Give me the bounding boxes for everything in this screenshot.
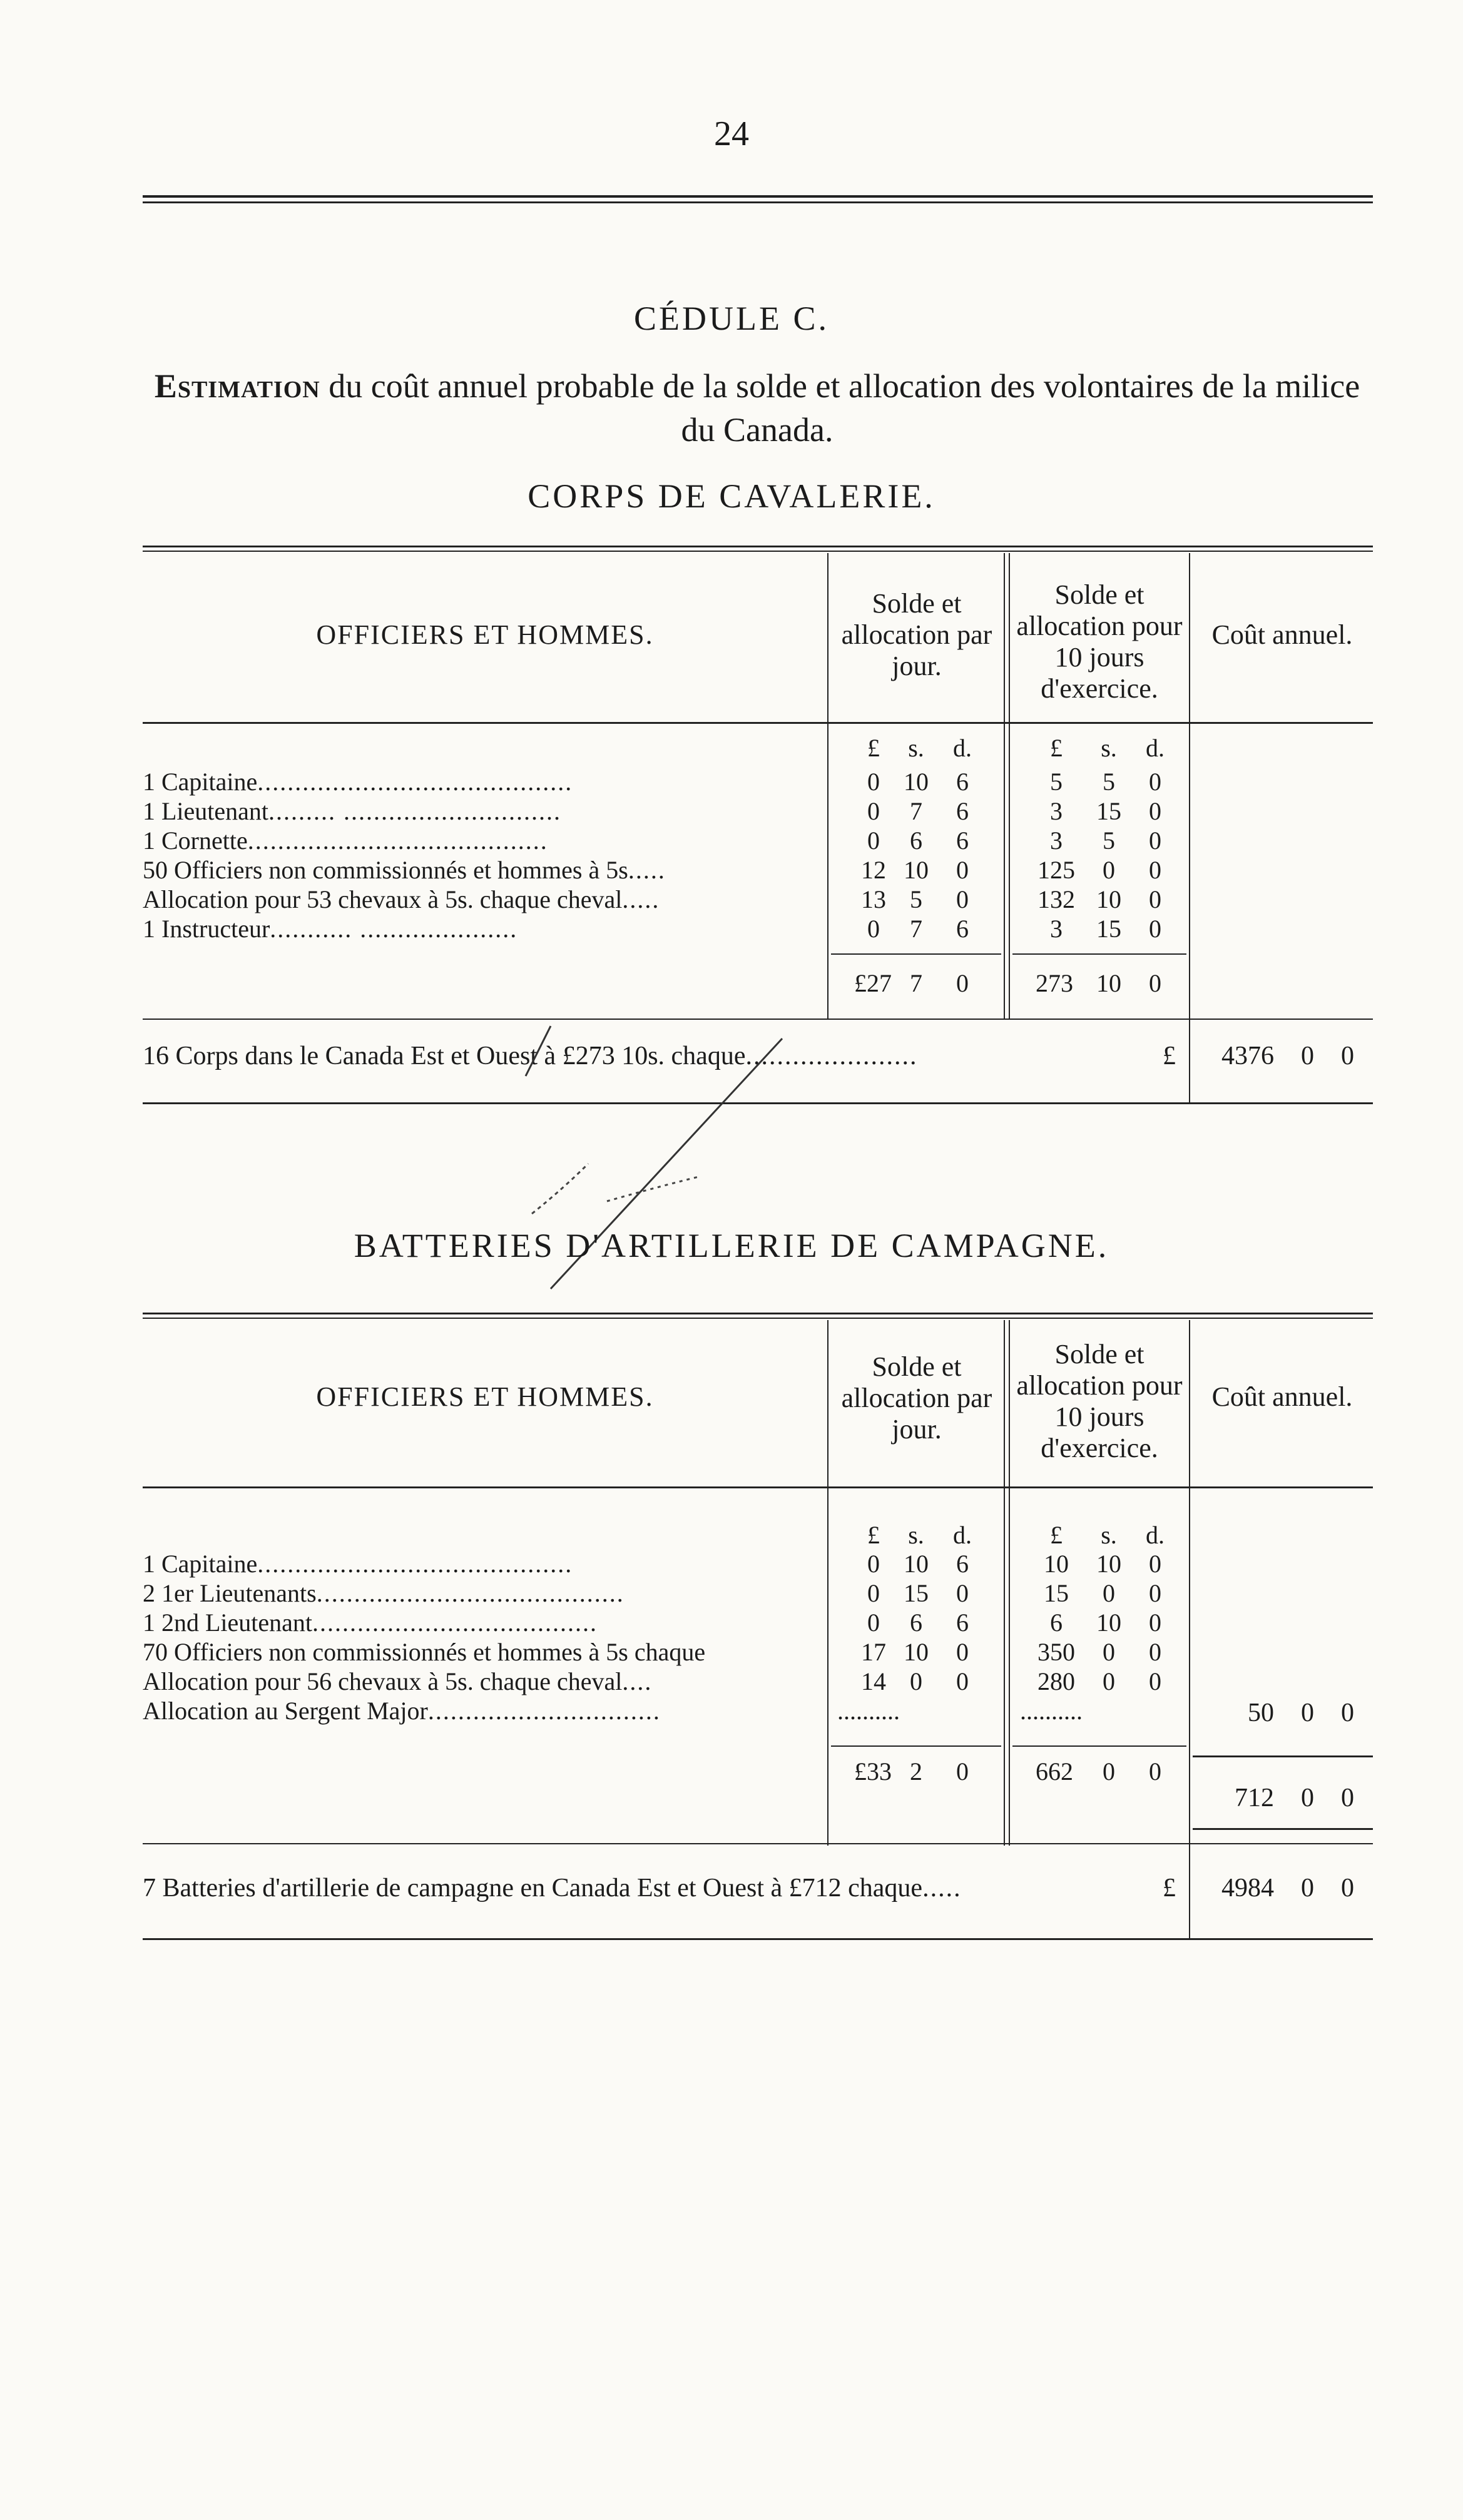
cell-shillings: 7 [910, 797, 922, 825]
leader-dots: ......... ............................. [268, 797, 562, 825]
unit-pence: d. [953, 734, 972, 762]
cavalry-header-rule [143, 722, 1373, 724]
row-label: Allocation pour 53 chevaux à 5s. chaque cheval [143, 885, 623, 913]
artillery-col-divider [1189, 1320, 1190, 1939]
cell-pounds: 0 [867, 768, 880, 796]
unit-shillings: s. [908, 734, 924, 762]
cavalry-total-label: 16 Corps dans le Canada Est et Ouest à £273 10s. chaque [143, 1042, 746, 1070]
cell-pounds: 273 [1036, 969, 1073, 997]
cell-pounds: 0 [867, 1579, 880, 1607]
cell-pence: 0 [956, 1638, 969, 1666]
table-row-label [143, 914, 825, 944]
cell-pounds: 3 [1050, 797, 1063, 825]
row-label: 50 Officiers non commissionnés et hommes à 5s [143, 856, 628, 884]
leader-dots: ..... [628, 856, 666, 884]
cost-pence: 0 [1341, 1042, 1354, 1070]
artillery-col-divider [827, 1320, 828, 1846]
cell-pounds: 280 [1037, 1667, 1075, 1695]
cell-pence: 0 [1149, 856, 1161, 884]
artillery-rule-top-thin [143, 1318, 1373, 1319]
cell-shillings: 2 [910, 1757, 922, 1786]
cell-pounds: 10 [1044, 1550, 1069, 1578]
table-row-label [143, 1578, 825, 1608]
cell-pence: 6 [956, 1550, 969, 1578]
artillery-cost-subtotal-rule [1193, 1755, 1373, 1757]
cavalry-total-currency: £ [1163, 1042, 1176, 1070]
cell-shillings: 10 [1096, 969, 1121, 997]
page-number: 24 [714, 114, 749, 153]
artillery-rule-top [143, 1313, 1373, 1314]
table-row-label [143, 855, 825, 885]
cell-pence: 0 [956, 856, 969, 884]
cell-pounds: 0 [867, 797, 880, 825]
cell-pence: 0 [1149, 1608, 1161, 1637]
cell-shillings: 10 [904, 1550, 929, 1578]
cavalry-title: CORPS DE CAVALERIE. [528, 477, 935, 515]
leader-dots: .... [622, 1667, 653, 1695]
cell-shillings: 0 [910, 1667, 922, 1695]
top-rule [143, 195, 1373, 198]
leader-dots: ...................... [745, 1042, 918, 1070]
row-label: Allocation pour 56 chevaux à 5s. chaque cheval [143, 1667, 623, 1695]
row-label: 70 Officiers non commissionnés et hommes à 5s chaque [143, 1638, 706, 1666]
row-label: 2 1er Lieutenants [143, 1579, 317, 1607]
cell-pence: 0 [1149, 969, 1161, 997]
cell-pence: 6 [956, 797, 969, 825]
cell-pence: 6 [956, 826, 969, 855]
cell-shillings: 10 [1096, 885, 1121, 913]
row-label: 1 Instructeur [143, 915, 270, 943]
row-label: 1 Capitaine [143, 1550, 258, 1578]
table-row-label [143, 1637, 825, 1667]
cavalry-header-officers: OFFICIERS ET HOMMES. [316, 619, 654, 650]
unit-pounds: £ [1050, 1521, 1063, 1549]
cost-pounds: 50 [1248, 1699, 1274, 1727]
cell-shillings: 0 [1103, 1667, 1115, 1695]
cell-pounds: 3 [1050, 826, 1063, 855]
unit-shillings: s. [908, 1521, 924, 1549]
cost-shillings: 0 [1301, 1784, 1314, 1812]
cell-shillings: 10 [1096, 1608, 1121, 1637]
cell-pence: 0 [956, 1579, 969, 1607]
cell-pounds: 125 [1037, 856, 1075, 884]
artillery-col-divider [1009, 1320, 1010, 1846]
leader-dots: ..... [622, 885, 660, 913]
unit-pounds: £ [1050, 734, 1063, 762]
cost-shillings: 0 [1301, 1042, 1314, 1070]
leader-dots: ..... [922, 1874, 962, 1903]
artillery-col-divider [1004, 1320, 1005, 1846]
row-label: 1 Cornette [143, 826, 248, 855]
cell-shillings: 5 [910, 885, 922, 913]
artillery-header-annual: Coût annuel. [1211, 1381, 1353, 1412]
cell-pounds: .......... [1020, 1697, 1083, 1725]
cell-shillings: 10 [904, 768, 929, 796]
leader-dots: ........................................ [247, 826, 548, 855]
cavalry-header-annual: Coût annuel. [1211, 619, 1353, 650]
cell-pounds: 15 [1044, 1579, 1069, 1607]
table-row-label [143, 885, 825, 915]
artillery-bottom-rule [143, 1938, 1373, 1940]
cell-pounds: 17 [861, 1638, 886, 1666]
cell-pounds: 13 [861, 885, 886, 913]
cost-pounds: 4984 [1221, 1874, 1274, 1903]
table-row-label [143, 1667, 825, 1697]
cell-pounds: 0 [867, 826, 880, 855]
cell-pounds: 0 [867, 915, 880, 943]
intro-text: du coût annuel probable de la solde et allocation des volontaires de la milice du Canada. [329, 367, 1360, 449]
artillery-cost-rule [1193, 1828, 1373, 1830]
leader-dots: .......................................... [257, 1550, 573, 1578]
cell-pence: 0 [1149, 1579, 1161, 1607]
artillery-total-currency: £ [1163, 1874, 1176, 1903]
artillery-total-cost [0, 1872, 1463, 1904]
cavalry-header-ten-days: Solde et allocation pour 10 jours d'exercice. [1016, 579, 1183, 704]
row-label: 1 2nd Lieutenant [143, 1608, 313, 1637]
cell-pence: 0 [1149, 1667, 1161, 1695]
cost-pounds: 4376 [1221, 1042, 1274, 1070]
cell-pounds: 14 [861, 1667, 886, 1695]
unit-pence: d. [953, 1521, 972, 1549]
cavalry-subtotal-rule [1012, 953, 1186, 955]
table-row-label [143, 1608, 825, 1638]
cell-shillings: 15 [904, 1579, 929, 1607]
table-row-label [143, 767, 825, 797]
artillery-total-label: 7 Batteries d'artillerie de campagne en Canada Est et Ouest à £712 chaque [143, 1874, 923, 1903]
artillery-subtotal-cost [0, 1782, 1463, 1814]
cell-shillings: 0 [1103, 856, 1115, 884]
cell-pence: 0 [1149, 885, 1161, 913]
row-label: 1 Capitaine [143, 768, 258, 796]
cell-shillings: 0 [1103, 1638, 1115, 1666]
cell-shillings: 15 [1096, 915, 1121, 943]
unit-pence: d. [1146, 734, 1165, 762]
cell-pence: 0 [956, 969, 969, 997]
cell-pence: 0 [1149, 797, 1161, 825]
cell-shillings: 5 [1103, 826, 1115, 855]
cell-shillings: 6 [910, 826, 922, 855]
artillery-subtotal-rule [831, 1745, 1001, 1747]
leader-dots: ............................... [427, 1697, 661, 1725]
cell-pounds: £33 [854, 1757, 892, 1786]
cavalry-col-divider [1009, 553, 1010, 1020]
artillery-header-officers: OFFICIERS ET HOMMES. [316, 1381, 654, 1412]
cell-pounds: .......... [837, 1697, 900, 1725]
cell-pence: 6 [956, 915, 969, 943]
unit-pence: d. [1146, 1521, 1165, 1549]
cell-shillings: 6 [910, 1608, 922, 1637]
artillery-subtotal-rule [1012, 1745, 1186, 1747]
table-row-label [143, 1549, 825, 1579]
cell-pence: 6 [956, 768, 969, 796]
artillery-total-rule [143, 1843, 1373, 1844]
cavalry-rule-top-thin [143, 551, 1373, 552]
unit-pounds: £ [867, 734, 880, 762]
cell-pounds: 5 [1050, 768, 1063, 796]
cavalry-rule-top [143, 546, 1373, 547]
cavalry-subtotal-rule [831, 953, 1001, 955]
cavalry-col-divider [1189, 553, 1190, 1104]
cost-shillings: 0 [1301, 1699, 1314, 1727]
artillery-header-rule [143, 1486, 1373, 1488]
schedule-title: CÉDULE C. [634, 300, 829, 337]
cell-pence: 0 [1149, 915, 1161, 943]
cell-pence: 0 [1149, 1638, 1161, 1666]
cavalry-col-divider [1004, 553, 1005, 1020]
cell-shillings: 10 [904, 1638, 929, 1666]
cell-pence: 0 [1149, 1550, 1161, 1578]
unit-shillings: s. [1101, 1521, 1117, 1549]
cell-pounds: 350 [1037, 1638, 1075, 1666]
cell-pence: 0 [1149, 1757, 1161, 1786]
artillery-sergent-major-cost [0, 1697, 1463, 1729]
cell-pence: 0 [1149, 768, 1161, 796]
cell-shillings: 10 [904, 856, 929, 884]
artillery-title: BATTERIES D'ARTILLERIE DE CAMPAGNE. [354, 1227, 1109, 1264]
unit-shillings: s. [1101, 734, 1117, 762]
cell-pounds: £27 [854, 969, 892, 997]
cell-pounds: 132 [1037, 885, 1075, 913]
cost-pence: 0 [1341, 1699, 1354, 1727]
cell-shillings: 15 [1096, 797, 1121, 825]
cell-shillings: 0 [1103, 1757, 1115, 1786]
cell-shillings: 0 [1103, 1579, 1115, 1607]
cell-pounds: 12 [861, 856, 886, 884]
table-row-label [143, 796, 825, 826]
intro-lead: Estimation [154, 367, 320, 405]
cost-shillings: 0 [1301, 1874, 1314, 1903]
cell-pence: 0 [956, 1757, 969, 1786]
cell-pounds: 6 [1050, 1608, 1063, 1637]
table-row-label [143, 826, 825, 856]
cell-pounds: 662 [1036, 1757, 1073, 1786]
cell-pounds: 3 [1050, 915, 1063, 943]
cost-pounds: 712 [1235, 1784, 1274, 1812]
cavalry-col-divider [827, 553, 828, 1020]
cell-shillings: 10 [1096, 1550, 1121, 1578]
intro-paragraph [144, 364, 1370, 452]
cell-pence: 6 [956, 1608, 969, 1637]
cell-pence: 0 [956, 885, 969, 913]
cell-shillings: 7 [910, 915, 922, 943]
cell-pence: 0 [1149, 826, 1161, 855]
unit-pounds: £ [867, 1521, 880, 1549]
cost-pence: 0 [1341, 1784, 1354, 1812]
cell-shillings: 7 [910, 969, 922, 997]
cell-pence: 0 [956, 1667, 969, 1695]
cavalry-header-daily: Solde et allocation par jour. [841, 588, 992, 681]
cost-pence: 0 [1341, 1874, 1354, 1903]
leader-dots: ......................................... [316, 1579, 624, 1607]
cell-pounds: 0 [867, 1550, 880, 1578]
artillery-header-ten-days: Solde et allocation pour 10 jours d'exercice. [1016, 1339, 1183, 1463]
row-label: 1 Lieutenant [143, 797, 269, 825]
leader-dots: ...................................... [312, 1608, 598, 1637]
artillery-header-daily: Solde et allocation par jour. [841, 1351, 992, 1445]
cell-pounds: 0 [867, 1608, 880, 1637]
leader-dots: ........... ..................... [270, 915, 518, 943]
leader-dots: .......................................... [257, 768, 573, 796]
top-rule-thin [143, 201, 1373, 203]
cell-shillings: 5 [1103, 768, 1115, 796]
row-label: Allocation au Sergent Major [143, 1697, 428, 1725]
